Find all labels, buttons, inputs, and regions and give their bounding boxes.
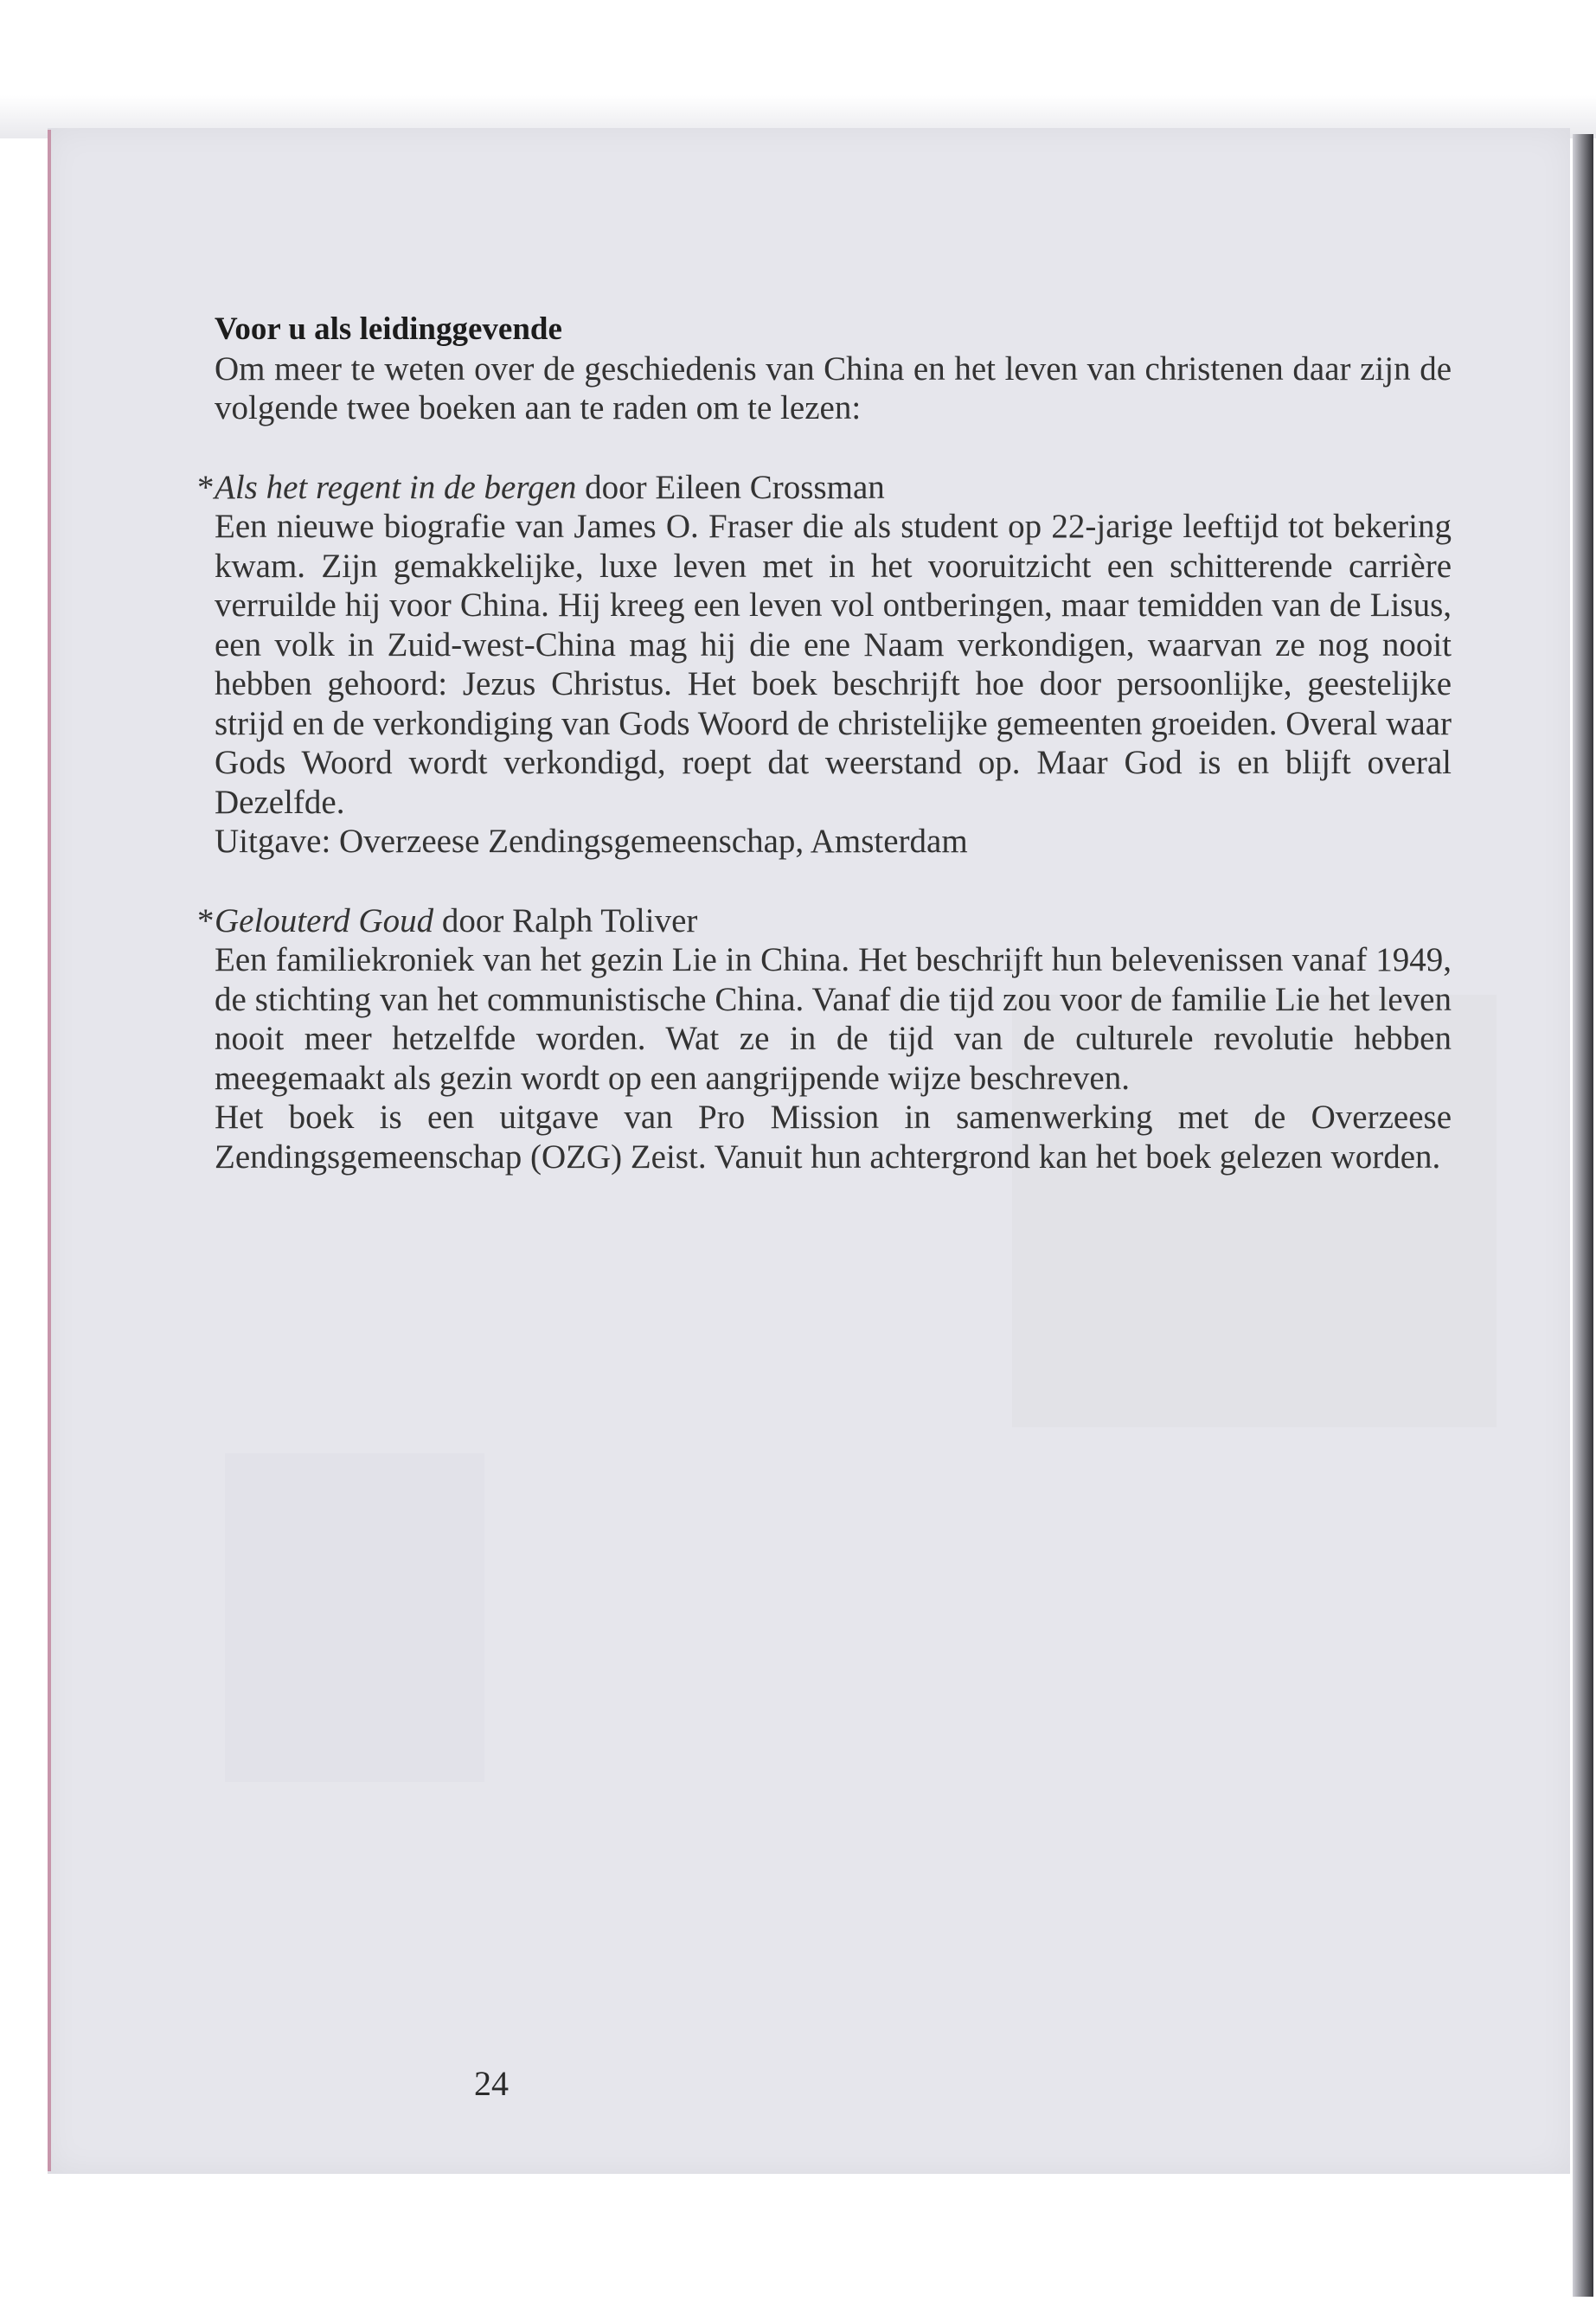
book-title-line xyxy=(215,468,1452,508)
page-right-edge xyxy=(1573,134,1593,2297)
section-heading: Voor u als leidinggevende xyxy=(215,311,562,347)
book-byline: door Eileen Crossman xyxy=(585,468,885,506)
bullet-marker: * xyxy=(197,468,215,506)
article xyxy=(197,310,1452,1176)
book-description: Een familiekroniek van het gezin Lie in China. Het beschrijft hun belevenissen vanaf 1949, de stichting van het communistische China. Vanaf die tijd zou voor de familie Lie het leven nooit meer hetzelfde worden. Wat ze in de tijd van de culturele revolutie hebben meegemaakt als gezin wordt op een aangrijpende wijze beschreven. xyxy=(215,941,1452,1097)
book-title-line xyxy=(215,901,1452,941)
book-entry xyxy=(197,468,1452,862)
show-through-image xyxy=(225,1453,484,1782)
book-description: Een nieuwe biografie van James O. Fraser die als student op 22-jarige leeftijd tot bekering kwam. Zijn gemakkelijke, luxe leven met in het vooruitzicht een schitterende carrière verruilde hij voor China. Hij kreeg een leven vol ontberingen, maar temidden van de Lisus, een volk in Zuid-west-China mag hij die ene Naam verkondigen, waarvan ze nog nooit hebben gehoord: Jezus Christus. Het boek beschrijft hoe door persoonlijke, geestelijke strijd en de verkondiging van Gods Woord de christelijke gemeenten groeiden. Overal waar Gods Woord wordt verkondigd, roept dat weerstand op. Maar God is en blijft overal Dezelfde. xyxy=(215,508,1452,821)
spacer xyxy=(215,428,1452,468)
book-title: Als het regent in de bergen xyxy=(215,468,577,506)
book-publisher: Het boek is een uitgave van Pro Mission in samenwerking met de Overzeese Zendingsgemeenschap (OZG) Zeist. Vanuit hun achtergrond kan het boek gelezen worden. xyxy=(215,1099,1452,1176)
intro-paragraph: Om meer te weten over de geschiedenis van China en het leven van christenen daar zijn de volgende twee boeken aan te raden om te lezen: xyxy=(215,349,1452,426)
bullet-marker: * xyxy=(197,901,215,939)
book-byline: door Ralph Toliver xyxy=(441,901,698,939)
spacer xyxy=(215,862,1452,901)
page-number: 24 xyxy=(474,2064,509,2103)
book-entry xyxy=(197,901,1452,1177)
book-publisher: Uitgave: Overzeese Zendingsgemeenschap, Amsterdam xyxy=(215,823,968,860)
book-title: Gelouterd Goud xyxy=(215,901,434,939)
page-left-edge xyxy=(48,130,51,2171)
